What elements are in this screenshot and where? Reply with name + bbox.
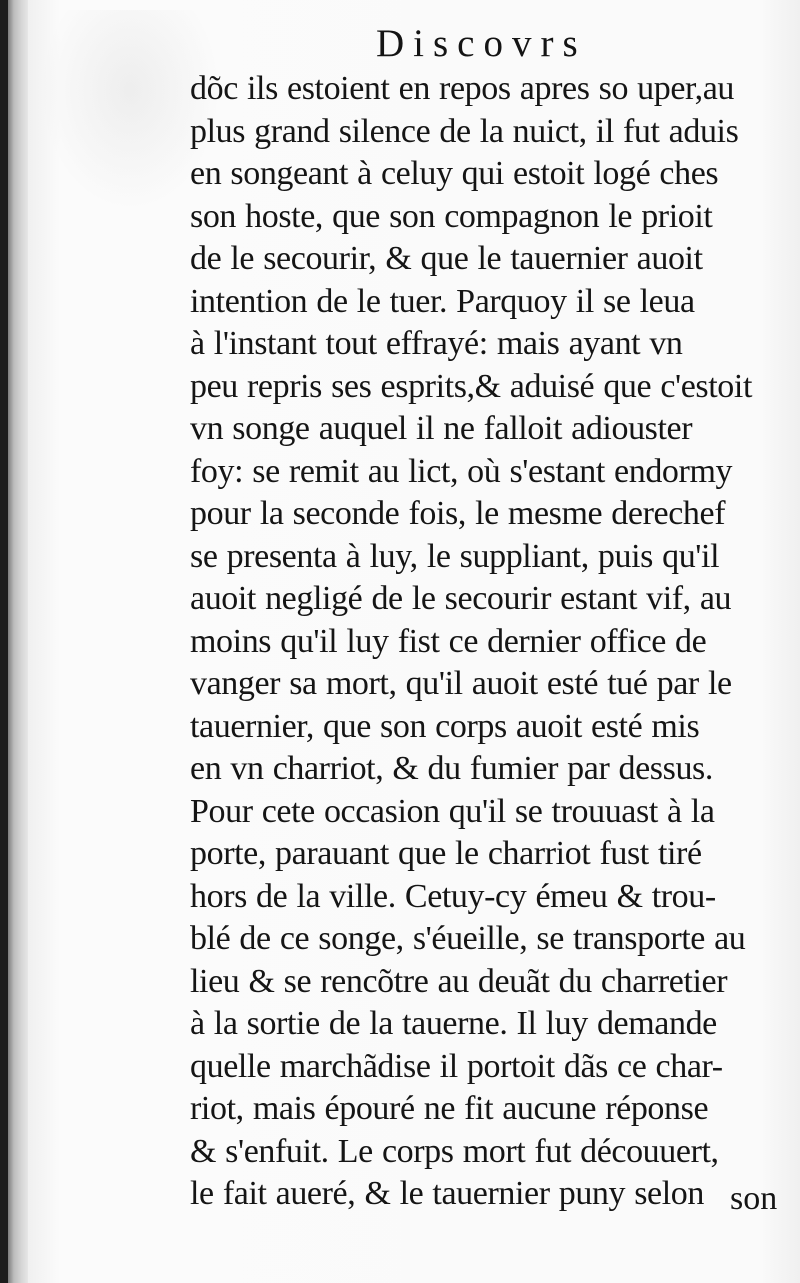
text-line: en songeant à celuy qui estoit logé ches xyxy=(190,155,719,192)
text-line: à l'instant tout effrayé: mais ayant vn xyxy=(190,325,683,362)
text-line: hors de la ville. Cetuy-cy émeu & trou- xyxy=(190,877,716,915)
text-line: riot, mais épouré ne fit aucune réponse xyxy=(190,1090,709,1127)
text-line: quelle marchãdise il portoit dãs ce char- xyxy=(190,1047,723,1085)
text-line: se presenta à luy, le suppliant, puis qu'il xyxy=(190,537,720,575)
text-line: le fait aueré, & le tauernier puny selon xyxy=(190,1175,704,1212)
text-line: foy: se remit au lict, où s'estant endormy xyxy=(190,452,733,490)
text-line: à la sortie de la tauerne. Il luy demande xyxy=(190,1005,717,1042)
text-line: intention de le tuer. Parquoy il se leua xyxy=(190,282,695,320)
text-line: vn songe auquel il ne falloit adiouster xyxy=(190,410,693,447)
catchword: son xyxy=(730,1180,778,1217)
text-line: blé de ce songe, s'éueille, se transporte au xyxy=(190,920,746,957)
text-line: tauernier, que son corps auoit esté mis xyxy=(190,707,700,745)
running-head: Discovrs xyxy=(376,22,587,65)
text-line: vanger sa mort, qu'il auoit esté tué par le xyxy=(190,665,732,702)
text-line: en vn charriot, & du fumier par dessus. xyxy=(190,750,713,787)
text-line: pour la seconde fois, le mesme derechef xyxy=(190,495,726,532)
text-line: Pour cete occasion qu'il se trouuast à la xyxy=(190,792,715,830)
text-line: lieu & se rencõtre au deuãt du charretier xyxy=(190,962,728,1000)
text-line: dõc ils estoient en repos apres so uper,au xyxy=(190,70,735,107)
text-line: de le secourir, & que le tauernier auoit xyxy=(190,240,703,277)
page-edge-shadow xyxy=(8,0,28,1283)
body-text xyxy=(190,68,782,1216)
binding-gutter xyxy=(0,0,8,1283)
text-line: plus grand silence de la nuict, il fut aduis xyxy=(190,112,739,150)
text-line: son hoste, que son compagnon le prioit xyxy=(190,197,713,235)
text-line: porte, parauant que le charriot fust tiré xyxy=(190,835,702,872)
text-line: & s'enfuit. Le corps mort fut découuert, xyxy=(190,1132,719,1170)
text-line: peu repris ses esprits,& aduisé que c'estoit xyxy=(190,367,753,405)
text-line: moins qu'il luy fist ce dernier office de xyxy=(190,622,707,660)
text-line: auoit negligé de le secourir estant vif, au xyxy=(190,580,732,617)
